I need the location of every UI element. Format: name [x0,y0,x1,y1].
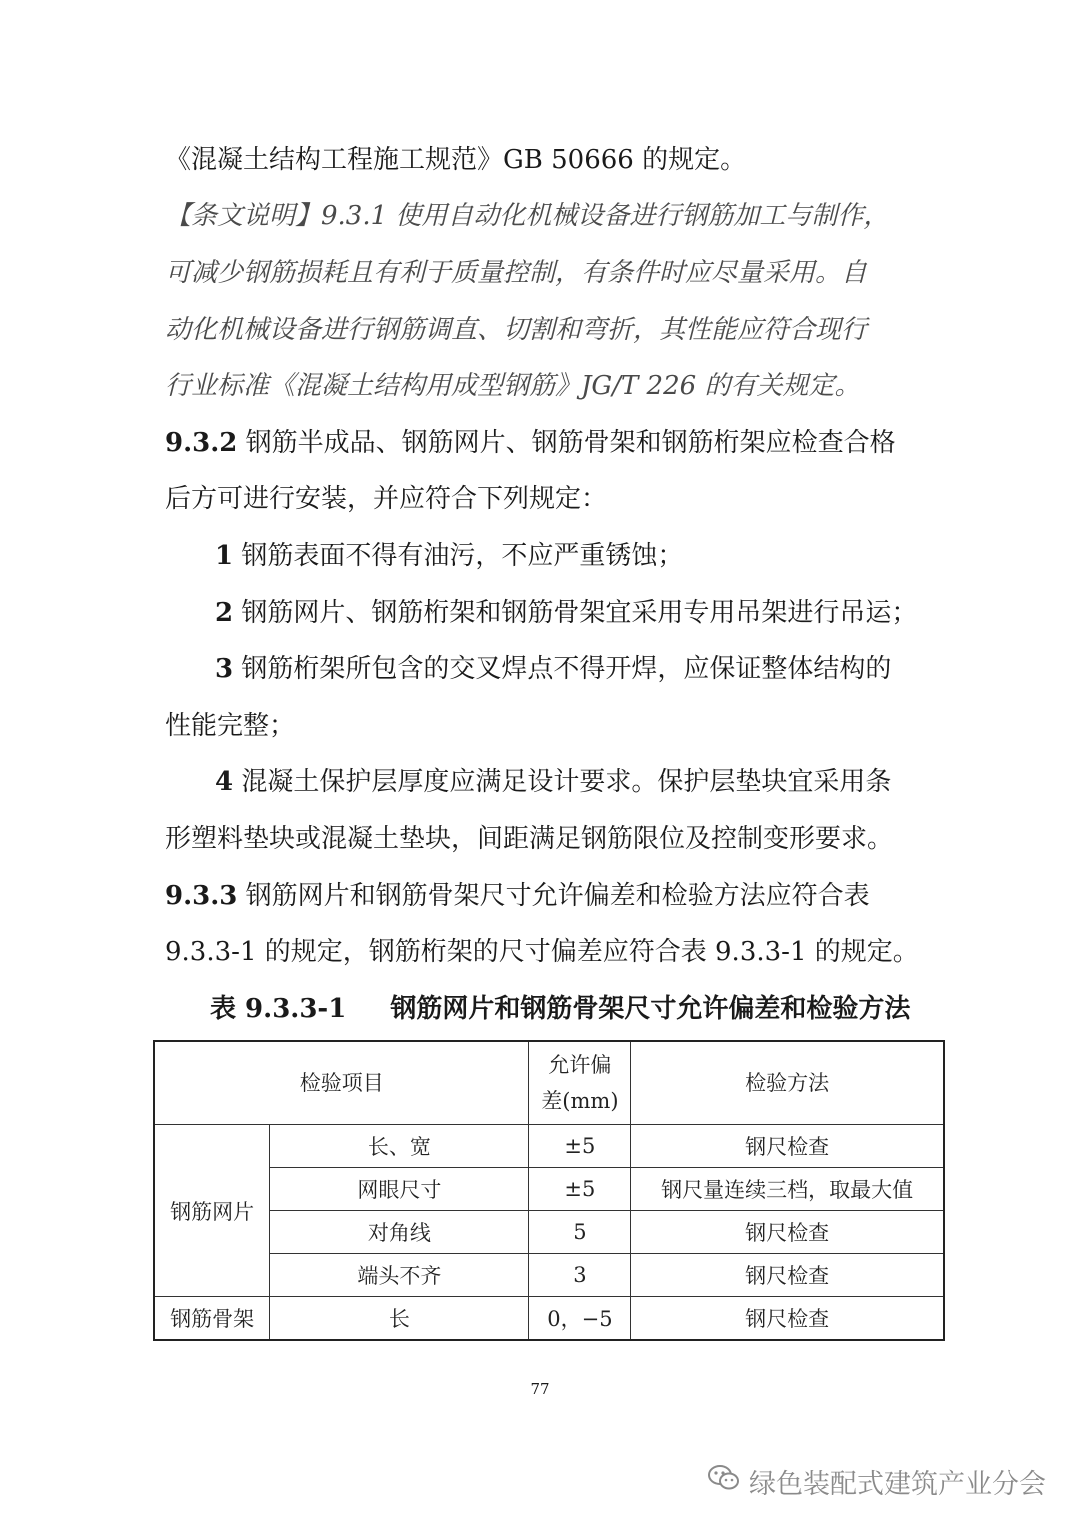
watermark [707,1462,1046,1501]
method-cell: 钢尺检查 [631,1211,944,1254]
paragraph-line: 《混凝土结构工程施工规范》GB 50666 的规定。 [165,145,747,175]
table-header-row [154,1041,944,1125]
header-tolerance [529,1041,631,1125]
tolerance-cell: ±5 [529,1168,631,1211]
paragraph-line: 性能完整； [165,711,296,741]
section-number: 9.3.3 [165,881,238,911]
page-number: 77 [530,1380,550,1398]
wechat-icon [707,1463,741,1500]
list-item-text: 钢筋表面不得有油污，不应严重锈蚀； [241,541,684,571]
table-caption [210,992,930,1026]
list-item-text: 钢筋网片、钢筋桁架和钢筋骨架宜采用专用吊架进行吊运； [241,598,918,628]
section-text: 钢筋半成品、钢筋网片、钢筋骨架和钢筋桁架应检查合格 [245,428,896,458]
list-item [215,539,975,573]
header-method: 检验方法 [631,1041,944,1125]
note-line: 可减少钢筋损耗且有利于质量控制，有条件时应尽量采用。自 [165,258,868,288]
method-cell: 钢尺检查 [631,1297,944,1341]
table-row [154,1254,944,1297]
list-item [215,652,975,686]
method-cell: 钢尺检查 [631,1125,944,1168]
list-item-number: 2 [215,598,234,628]
list-item [215,765,975,799]
list-item-text: 混凝土保护层厚度应满足设计要求。保护层垫块宜采用条 [241,767,892,797]
table-row [154,1125,944,1168]
table-title: 钢筋网片和钢筋骨架尺寸允许偏差和检验方法 [390,994,911,1024]
tolerance-cell: 0，−5 [529,1297,631,1341]
paragraph-line: 形塑料垫块或混凝土垫块，间距满足钢筋限位及控制变形要求。 [165,824,894,854]
table-row [154,1297,944,1341]
list-item-number: 1 [215,541,234,571]
tolerance-table [153,1040,945,1341]
header-tolerance-line: 允许偏 [548,1053,612,1077]
subitem-cell: 长 [270,1297,529,1341]
tolerance-cell: ±5 [529,1125,631,1168]
subitem-cell: 端头不齐 [270,1254,529,1297]
tolerance-cell: 3 [529,1254,631,1297]
paragraph-line: 后方可进行安装，并应符合下列规定： [165,484,608,514]
subitem-cell: 网眼尺寸 [270,1168,529,1211]
method-cell: 钢尺量连续三档，取最大值 [631,1168,944,1211]
group-cell: 钢筋骨架 [154,1297,270,1341]
section-9-3-2 [165,426,925,460]
tolerance-cell: 5 [529,1211,631,1254]
table-row [154,1168,944,1211]
method-cell: 钢尺检查 [631,1254,944,1297]
note-line: 动化机械设备进行钢筋调直、切割和弯折，其性能应符合现行 [165,315,868,345]
note-line: 【条文说明】9.3.1 使用自动化机械设备进行钢筋加工与制作， [165,201,890,231]
section-9-3-3 [165,879,925,913]
list-item [215,596,975,630]
paragraph-line: 9.3.3-1 的规定，钢筋桁架的尺寸偏差应符合表 9.3.3-1 的规定。 [165,937,919,967]
subitem-cell: 对角线 [270,1211,529,1254]
table-row [154,1211,944,1254]
header-tolerance-line: 差(mm) [541,1089,619,1113]
table-number: 表 9.3.3-1 [210,994,347,1024]
header-inspection-item: 检验项目 [154,1041,529,1125]
note-line: 行业标准《混凝土结构用成型钢筋》JG/T 226 的有关规定。 [165,371,861,401]
list-item-number: 3 [215,654,234,684]
section-number: 9.3.2 [165,428,238,458]
group-cell: 钢筋网片 [154,1125,270,1297]
subitem-cell: 长、宽 [270,1125,529,1168]
list-item-text: 钢筋桁架所包含的交叉焊点不得开焊，应保证整体结构的 [241,654,892,684]
watermark-text: 绿色装配式建筑产业分会 [749,1469,1046,1500]
list-item-number: 4 [215,767,234,797]
section-text: 钢筋网片和钢筋骨架尺寸允许偏差和检验方法应符合表 [245,881,870,911]
